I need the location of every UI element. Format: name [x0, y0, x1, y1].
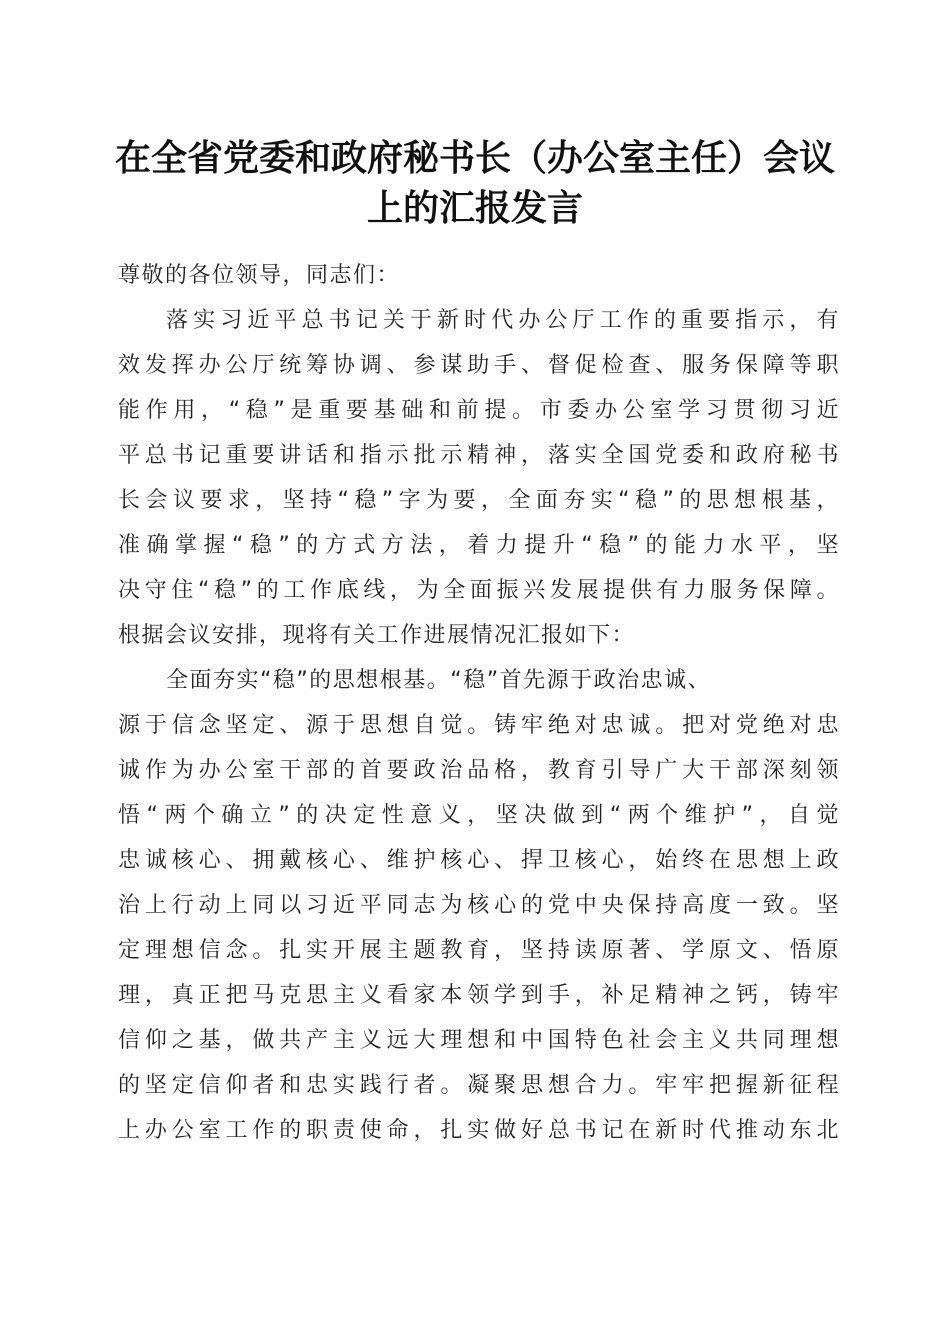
paragraph-line: 全面夯实“稳”的思想根基。“稳”首先源于政治忠诚、 — [166, 668, 712, 693]
paragraph-line: 上办公室工作的职责使命，扎实做好总书记在新时代推动东北 — [118, 1118, 840, 1143]
paragraph-line: 理，真正把马克思主义看家本领学到手，补足精神之钙，铸牢 — [118, 983, 840, 1008]
paragraph-line: 能作用，“稳”是重要基础和前提。市委办公室学习贯彻习近 — [118, 398, 840, 423]
title-line-1: 在全省党委和政府秘书长（办公室主任）会议 — [114, 137, 835, 179]
paragraph-line: 忠诚核心、拥戴核心、维护核心、捍卫核心，始终在思想上政 — [118, 848, 840, 873]
paragraph-line: 长会议要求，坚持“稳”字为要，全面夯实“稳”的思想根基， — [118, 488, 840, 513]
paragraph-line: 的坚定信仰者和忠实践行者。凝聚思想合力。牢牢把握新征程 — [118, 1073, 840, 1098]
paragraph-line: 信仰之基，做共产主义远大理想和中国特色社会主义共同理想 — [118, 1028, 840, 1053]
paragraph-line: 根据会议安排，现将有关工作进展情况汇报如下： — [118, 623, 636, 648]
paragraph-line: 平总书记重要讲话和指示批示精神，落实全国党委和政府秘书 — [118, 443, 840, 468]
paragraph-line: 悟“两个确立”的决定性意义，坚决做到“两个维护”，自觉 — [118, 803, 840, 828]
paragraph-2 — [118, 658, 840, 1153]
page-title — [100, 133, 850, 233]
paragraph-line: 决守住“稳”的工作底线，为全面振兴发展提供有力服务保障。 — [118, 578, 840, 603]
paragraph-line: 准确掌握“稳”的方式方法，着力提升“稳”的能力水平，坚 — [118, 533, 840, 558]
title-line-2: 上的汇报发言 — [366, 187, 583, 229]
document-body — [118, 253, 840, 1153]
paragraph-line: 治上行动上同以习近平同志为核心的党中央保持高度一致。坚 — [118, 893, 840, 918]
paragraph-line: 诚作为办公室干部的首要政治品格，教育引导广大干部深刻领 — [118, 758, 840, 783]
paragraph-1 — [118, 298, 840, 658]
greeting: 尊敬的各位领导，同志们： — [118, 263, 401, 288]
paragraph-line: 落实习近平总书记关于新时代办公厅工作的重要指示，有 — [166, 308, 840, 333]
paragraph-line: 定理想信念。扎实开展主题教育，坚持读原著、学原文、悟原 — [118, 938, 840, 963]
paragraph-line: 源于信念坚定、源于思想自觉。铸牢绝对忠诚。把对党绝对忠 — [118, 713, 840, 738]
paragraph-line: 效发挥办公厅统筹协调、参谋助手、督促检查、服务保障等职 — [118, 353, 840, 378]
